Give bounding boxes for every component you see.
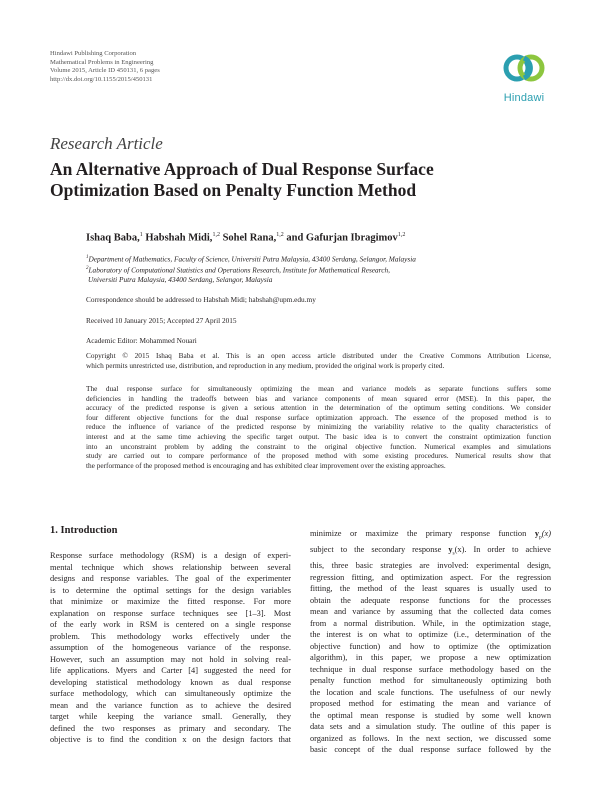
math-symbol: y xyxy=(448,545,453,555)
body-line: fitting, the method of the least squares is usually used to xyxy=(310,584,551,594)
body-line: explanation on response surface techniques see [1–3]. Most xyxy=(50,608,291,618)
journal-publisher: Hindawi Publishing Corporation xyxy=(50,50,137,57)
journal-name: Mathematical Problems in Engineering xyxy=(50,58,154,66)
body-line: objective is to find the condition x on the design factors that xyxy=(50,735,291,744)
author-list xyxy=(86,232,405,244)
math-symbol: y xyxy=(534,529,539,538)
author-affiliation-mark: 1 xyxy=(139,232,143,238)
paper-title xyxy=(50,159,550,201)
body-line: from a normal distribution. While, in the optimization stage, xyxy=(310,618,551,628)
title-line: An Alternative Approach of Dual Response Surface xyxy=(50,159,434,179)
body-line: basic concept of the dual response surface followed by the xyxy=(310,745,551,755)
body-line: that minimize or maximize the fitted response. For more xyxy=(50,597,291,606)
abstract-line: four different objective functions for the dual response surface optimization approach. The essence of the proposed method is to xyxy=(86,412,551,422)
body-line: However, such an assumption may not hold in solving real- xyxy=(50,654,291,664)
body-line: problem. This methodology works effectively under the xyxy=(50,631,291,641)
body-line: mean and the variance function as to achieve the desired xyxy=(50,700,291,710)
author-name: Habshah Midi, xyxy=(145,232,213,244)
journal-doi-link[interactable]: http://dx.doi.org/10.1155/2015/450131 xyxy=(50,76,153,84)
section-heading: 1. Introduction xyxy=(50,525,118,536)
author-affiliation-mark: 1,2 xyxy=(276,232,284,238)
academic-editor: Academic Editor: Mohammed Nouari xyxy=(86,336,197,345)
body-line: surface methodology, which can simultaneously optimize the xyxy=(50,689,291,698)
body-line: regression fitting, and optimization aspect. For the regression xyxy=(310,572,551,582)
body-line: Response surface methodology (RSM) is a design of experi- xyxy=(50,551,291,560)
body-line: of the early work in RSM is centered on a single response xyxy=(50,620,291,629)
body-line: defined the two responses as primary and secondary. The xyxy=(50,723,291,733)
copyright-notice xyxy=(86,351,551,370)
author-affiliation-mark: 1,2 xyxy=(212,232,220,238)
article-type: Research Article xyxy=(50,134,163,153)
body-line: the interest is on what to optimize (i.e., determination of the xyxy=(310,630,551,640)
body-line: penalty function method for simultaneously optimizing both xyxy=(310,676,551,686)
abstract-line: into an unconstraint problem by adding the constraint to the original objective function. Numerical examples and simulations xyxy=(86,441,551,451)
author-affiliation-mark: 1,2 xyxy=(397,232,406,238)
journal-info xyxy=(50,50,160,85)
body-column-right xyxy=(310,528,551,756)
body-line: the location and scale functions. The usefulness of our newly xyxy=(310,687,551,697)
body-line: subject to the secondary response $y_s(x)$. In order to achieve xyxy=(310,545,551,557)
body-line: target while keeping the variance small. Generally, they xyxy=(50,712,291,721)
body-line: organized as follows. In the next section, we discussed some xyxy=(310,733,551,743)
body-line: minimize or maximize the primary response function $y_p(x)$ xyxy=(310,529,551,541)
affiliation-line: Universiti Putra Malaysia, 43400 Serdang, Selangor, Malaysia xyxy=(88,275,273,285)
abstract-line: the performance of the proposed method is encouraging and has exhibited clear improvement over the existing approaches. xyxy=(86,460,446,470)
body-line: mental technique which shows relationship between several xyxy=(50,562,291,572)
body-line: this, three basic strategies are involved: experimental design, xyxy=(310,561,551,571)
body-line: assumption of the homogeneous variance of the response. xyxy=(50,643,291,652)
body-line: proposed method for estimating the mean and variance of xyxy=(310,699,551,709)
abstract xyxy=(86,384,551,470)
body-line: developing statistical methodology known as dual response xyxy=(50,677,291,687)
abstract-line: interest and at the same time achieving the specific target output. The basic idea is to convert the constraint optimization function xyxy=(86,431,551,441)
author-name: Ishaq Baba, xyxy=(86,232,140,244)
body-line: is to determine the optimal settings for the design variables xyxy=(50,585,291,595)
affiliations xyxy=(86,253,556,285)
author-name: and Gafurjan Ibragimov xyxy=(286,232,398,244)
body-line: mean and variance by assuming that the collected data comes xyxy=(310,607,551,617)
abstract-line: study are carried out to compare performance of the proposed method with some existing procedures. Numerical results show that xyxy=(86,451,551,461)
hindawi-logo-icon xyxy=(494,48,554,92)
abstract-line: deficiencies in handling the tradeoffs between bias and variance components of mean squared error (MSE). In this paper, the xyxy=(86,393,551,403)
abstract-line: reduce the influence of variance of the predicted response by minimizing the variability relative to the quality characteristics of xyxy=(86,422,551,432)
received-dates: Received 10 January 2015; Accepted 27 April 2015 xyxy=(86,316,237,325)
body-column-left xyxy=(50,550,291,746)
copyright-line: Copyright © 2015 Ishaq Baba et al. This is an open access article distributed under the Creative Commons Attribution License, xyxy=(86,351,551,360)
hindawi-logo-text: Hindawi xyxy=(503,92,545,104)
body-line: life applications. Myers and Carter [4] suggested the need for xyxy=(50,666,291,675)
correspondence: Correspondence should be addressed to Habshah Midi; habshah@upm.edu.my xyxy=(86,295,316,304)
title-line: Optimization Based on Penalty Function Method xyxy=(50,180,417,200)
abstract-line: accuracy of the predicted response is given a serious attention in the determination of the optimum setting conditions. We consider xyxy=(86,403,551,413)
hindawi-logo xyxy=(494,48,554,106)
affiliation-line: $^1$Department of Mathematics, Faculty of Science, Universiti Putra Malaysia, 43400 Serdang, Selangor, Malaysia xyxy=(86,254,416,264)
body-line: designs and response variables. The goal of the experimenter xyxy=(50,574,291,583)
author-name: Sohel Rana, xyxy=(222,232,277,244)
body-line: objective function) and how to optimize (the optimization xyxy=(310,641,551,651)
affiliation-line: $^2$Laboratory of Computational Statistics and Operations Research, Institute for Mathematical Research, xyxy=(86,265,390,275)
body-line: data sets and a simulation study. The outline of this paper is xyxy=(310,722,551,732)
body-line: algorithm), in this paper, we propose a new optimization xyxy=(310,653,551,663)
abstract-line: The dual response surface for simultaneously optimizing the mean and variance models as separate functions suffers some xyxy=(86,384,551,393)
body-line: obtain the adequate response functions for the processes xyxy=(310,595,551,605)
journal-volume: Volume 2015, Article ID 450131, 6 pages xyxy=(50,67,160,75)
body-line: technique in dual response surface methodology based on the xyxy=(310,664,551,674)
body-line: the optimal mean response is studied by some well known xyxy=(310,710,551,720)
copyright-line: which permits unrestricted use, distribution, and reproduction in any medium, provided the original work is properly cited. xyxy=(86,360,445,370)
